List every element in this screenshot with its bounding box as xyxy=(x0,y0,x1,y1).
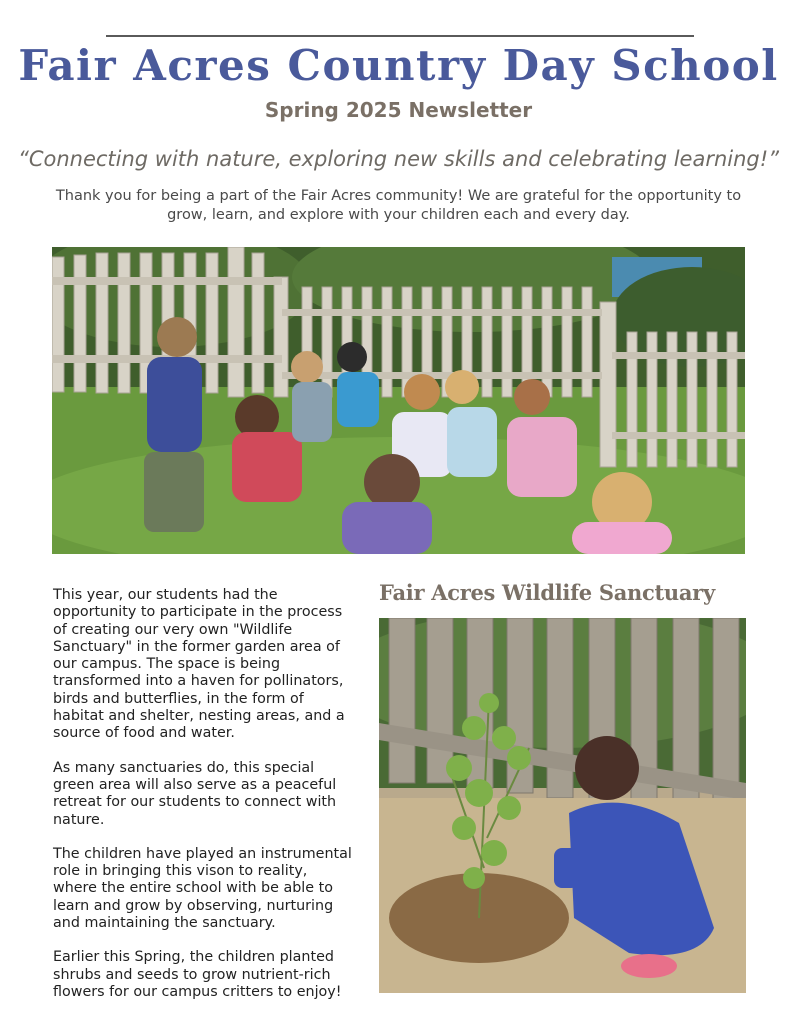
sanctuary-article xyxy=(53,587,355,1018)
intro-text: Thank you for being a part of the Fair Acres community! We are grateful for the opportunity to grow, learn, and explore with your children each and every day. xyxy=(55,188,742,223)
children-at-fence-photo xyxy=(52,247,745,554)
newsletter-subtitle: Spring 2025 Newsletter xyxy=(264,98,533,122)
child-planting-photo xyxy=(379,618,746,993)
article-paragraph-1: This year, our students had the opportunity to participate in the process of creating our very own "Wildlife Sanctuary" in the former garden area of our campus. The space is being transformed into a haven for pollinators, birds and butterflies, in the form of habitat and shelter, nesting areas, and a source of food and water. xyxy=(53,587,345,742)
school-title: Fair Acres Country Day School xyxy=(18,41,779,90)
sanctuary-heading: Fair Acres Wildlife Sanctuary xyxy=(379,580,715,605)
article-paragraph-4: Earlier this Spring, the children planted shrubs and seeds to grow nutrient-rich flowers for our campus critters to enjoy! xyxy=(53,949,342,1000)
article-paragraph-2: As many sanctuaries do, this special green area will also serve as a peaceful retreat for our students to connect with nature. xyxy=(53,759,337,828)
tagline-quote: “Connecting with nature, exploring new skills and celebrating learning!” xyxy=(17,147,780,171)
header-rule xyxy=(106,35,694,37)
article-paragraph-3: The children have played an instrumental role in bringing this vison to reality, where the entire school with be able to learn and grow by observing, nurturing and maintaining the sanctuary. xyxy=(53,845,352,932)
